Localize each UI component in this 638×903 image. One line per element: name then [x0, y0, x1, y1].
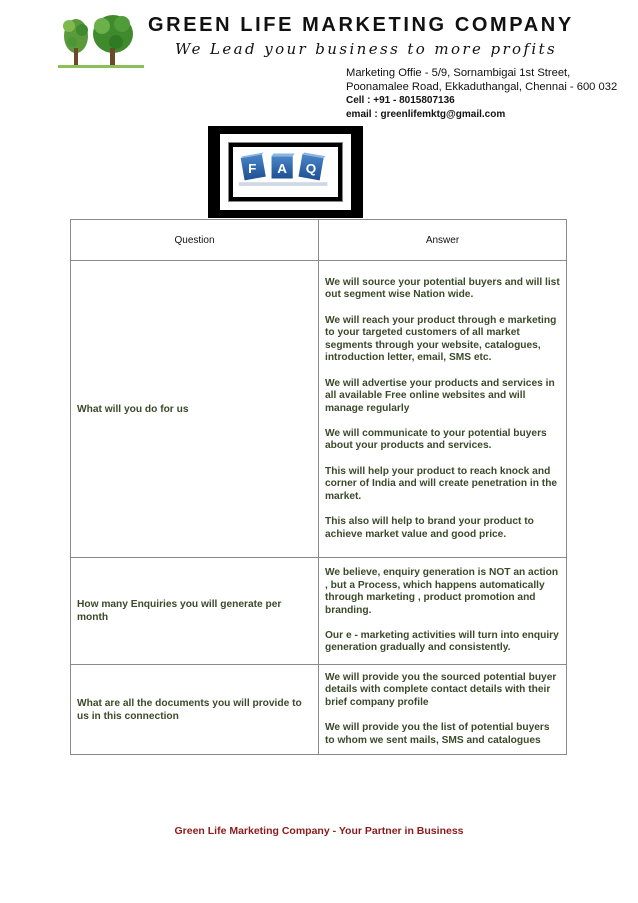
- answer-paragraph: This also will help to brand your product to achieve market value and good price.: [325, 516, 534, 540]
- faq-table: [70, 219, 567, 755]
- faq-letter-q: Q: [305, 161, 317, 176]
- company-name: GREEN LIFE MARKETING COMPANY: [148, 14, 574, 36]
- answer-paragraph: We believe, enquiry generation is NOT an action , but a Process, which happens automatically through marketing , product promotion and branding.: [325, 566, 559, 616]
- question-cell: What are all the documents you will provide to us in this connection: [71, 665, 319, 755]
- answer-paragraph: We will advertise your products and services in all available Free online websites and will manage regularly: [325, 377, 555, 414]
- table-row: [71, 261, 567, 558]
- contact-block: [346, 66, 617, 122]
- faq-cubes-icon: [233, 147, 338, 197]
- answer-cell: [319, 665, 567, 755]
- answer-paragraph: We will reach your product through e marketing to your targeted customers of all market segments through your website, catalogues, introduction letter, email, SMS etc.: [325, 314, 557, 364]
- address-line-2: Poonamalee Road, Ekkaduthangal, Chennai - 600 032: [346, 81, 618, 93]
- answer-cell: [319, 558, 567, 665]
- answer-paragraph: We will communicate to your potential buyers about your products and services.: [325, 427, 547, 452]
- letterhead: [0, 0, 638, 125]
- table-row: [71, 558, 567, 665]
- email-address: email : greenlifemktg@gmail.com: [346, 109, 506, 120]
- faq-frame: [220, 134, 351, 210]
- table-row: [71, 665, 567, 755]
- page-footer: Green Life Marketing Company - Your Partner in Business: [174, 825, 464, 837]
- answer-cell: [319, 261, 567, 558]
- answer-paragraph: This will help your product to reach knock and corner of India and will create penetration in the market.: [325, 465, 558, 502]
- address-line-1: Marketing Offie - 5/9, Sornambigai 1st Street,: [346, 67, 571, 79]
- question-cell: How many Enquiries you will generate per month: [71, 558, 319, 665]
- cell-number: Cell : +91 - 8015807136: [346, 95, 455, 106]
- answer-paragraph: We will provide you the list of potential buyers to whom we sent mails, SMS and catalogues: [325, 722, 550, 746]
- answer-column-header: Answer: [319, 220, 567, 261]
- faq-letter-f: F: [248, 161, 257, 176]
- tree-logo-icon: [58, 12, 144, 68]
- answer-paragraph: We will source your potential buyers and will list out segment wise Nation wide.: [325, 276, 560, 301]
- table-header-row: [71, 220, 567, 261]
- answer-paragraph: Our e - marketing activities will turn into enquiry generation gradually and consistently.: [325, 629, 559, 654]
- faq-letter-a: A: [277, 161, 287, 176]
- question-column-header: Question: [71, 220, 319, 261]
- question-cell: What will you do for us: [71, 261, 319, 558]
- tagline: We Lead your business to more profits: [175, 40, 558, 58]
- faq-banner: [208, 126, 363, 218]
- answer-paragraph: We will provide you the sourced potential buyer details with complete contact details with their brief company profile: [325, 671, 557, 708]
